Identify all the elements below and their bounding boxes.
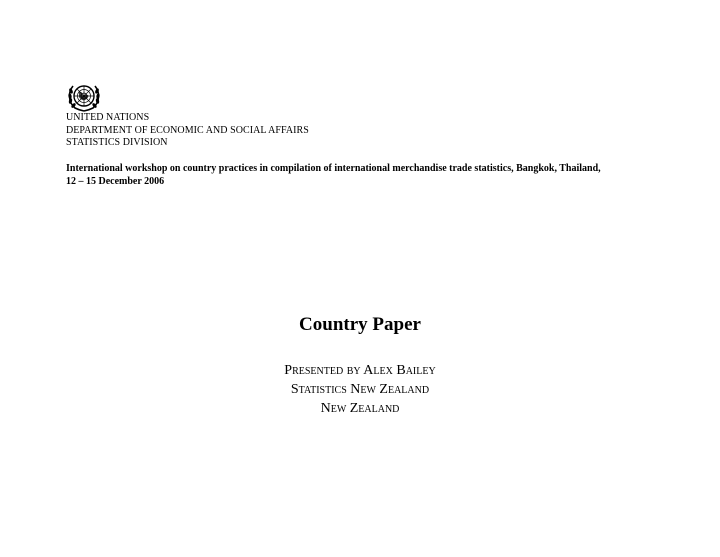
presenter-organization: Statistics New Zealand	[290, 382, 430, 397]
department-name: DEPARTMENT OF ECONOMIC AND SOCIAL AFFAIRS	[66, 124, 309, 136]
org-name: UNITED NATIONS	[66, 112, 150, 123]
presenter-name: Presented by Alex Bailey	[284, 363, 436, 378]
workshop-dates: 12 – 15 December 2006	[66, 175, 165, 187]
division-name: STATISTICS DIVISION	[66, 137, 168, 148]
organization-header	[66, 112, 309, 150]
page-title: Country Paper	[299, 314, 421, 335]
workshop-title: International workshop on country practices in compilation of international merchandise trade statistics, Bangkok, Thailand,	[66, 163, 601, 174]
workshop-info	[66, 163, 601, 188]
un-emblem-icon	[67, 82, 101, 112]
presenter-country: New Zealand	[320, 401, 400, 416]
presenter-block	[0, 361, 720, 418]
